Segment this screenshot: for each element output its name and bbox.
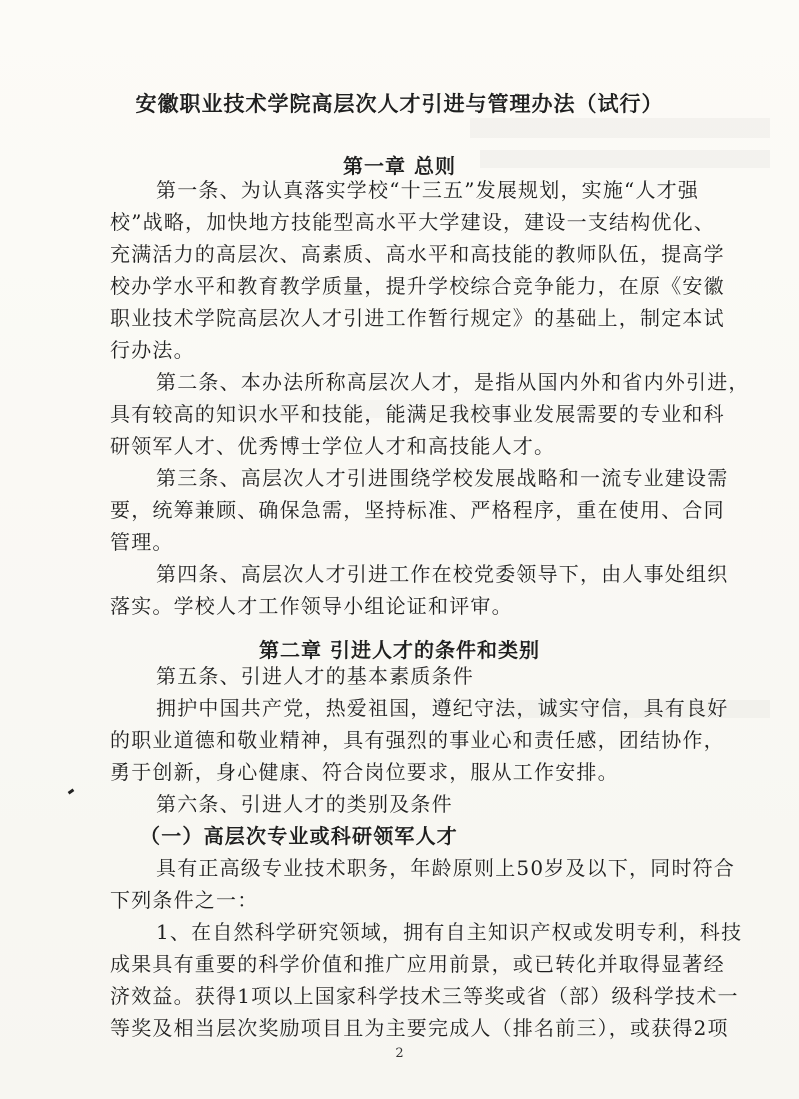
paragraph-line: 充满活力的高层次、高素质、高水平和高技能的教师队伍，提高学 [110,242,725,266]
paragraph-line: 第三条、高层次人才引进围绕学校发展战略和一流专业建设需 [156,466,729,490]
chapter-heading: 第二章 引进人才的条件和类别 [259,638,540,662]
paragraph-line: 成果具有重要的科学价值和推广应用前景，或已转化并取得显著经 [110,952,725,976]
paragraph-line: 具有较高的知识水平和技能，能满足我校事业发展需要的专业和科 [110,402,725,426]
page-number: 2 [395,1046,404,1061]
paragraph-line: 校办学水平和教育教学质量，提升学校综合竞争能力，在原《安徽 [110,274,725,298]
paragraph-line: 勇于创新，身心健康、符合岗位要求，服从工作安排。 [110,760,619,784]
paragraph-line: 职业技术学院高层次人才引进工作暂行规定》的基础上，制定本试 [110,306,725,330]
paragraph-line: 具有正高级专业技术职务，年龄原则上50岁及以下，同时符合 [156,856,736,880]
subsection-heading: （一）高层次专业或科研领军人才 [140,824,458,848]
paragraph-line: 校”战略，加快地方技能型高水平大学建设，建设一支结构优化、 [110,210,716,234]
paragraph-line: 第二条、本办法所称高层次人才，是指从国内外和省内外引进， [156,370,750,394]
paragraph-line: 1、在自然科学研究领域，拥有自主知识产权或发明专利，科技 [156,920,743,944]
paragraph-line: 济效益。获得1项以上国家科学技术三等奖或省（部）级科学技术一 [110,984,739,1008]
paragraph-line: 管理。 [110,530,174,554]
chapter-heading: 第一章 总则 [343,154,456,178]
paragraph-line: 行办法。 [110,338,195,362]
paragraph-line: 的职业道德和敬业精神，具有强烈的事业心和责任感，团结协作， [110,728,725,752]
paragraph-line: 拥护中国共产党，热爱祖国，遵纪守法，诚实守信，具有良好 [156,696,729,720]
paragraph-line: 要，统筹兼顾、确保急需，坚持标准、严格程序，重在使用、合同 [110,498,725,522]
stray-pen-mark [68,789,75,795]
paragraph-line: 第六条、引进人才的类别及条件 [156,792,453,816]
bleed-through-shadow [470,118,770,138]
paragraph-line: 等奖及相当层次奖励项目且为主要完成人（排名前三），或获得2项 [110,1016,729,1040]
paragraph-line: 第五条、引进人才的基本素质条件 [156,664,474,688]
paragraph-line: 第四条、高层次人才引进工作在校党委领导下，由人事处组织 [156,562,729,586]
paragraph-line: 研领军人才、优秀博士学位人才和高技能人才。 [110,434,556,458]
document-title: 安徽职业技术学院高层次人才引进与管理办法（试行） [135,91,664,116]
paragraph-line: 落实。学校人才工作领导小组论证和评审。 [110,594,513,618]
paragraph-line: 下列条件之一： [110,888,259,912]
paragraph-line: 第一条、为认真落实学校“十三五”发展规划，实施“人才强 [156,178,700,202]
